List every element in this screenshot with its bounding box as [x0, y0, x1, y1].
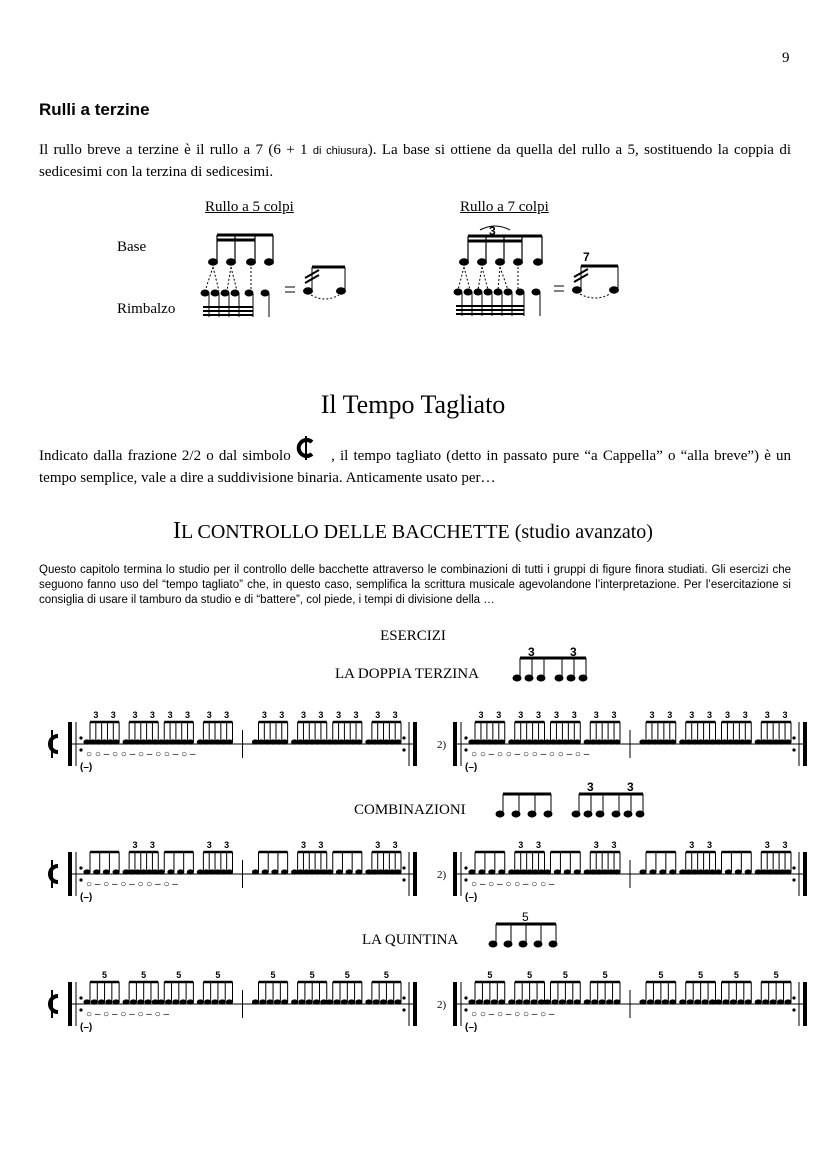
note-head — [508, 999, 515, 1004]
optional-paren: (–) — [465, 762, 478, 772]
tuplet-number: 3 — [392, 710, 398, 720]
note-head — [394, 869, 401, 874]
note-head — [544, 869, 551, 874]
tuplet-number: 3 — [149, 840, 155, 850]
note-head — [167, 869, 174, 874]
note-head — [735, 869, 742, 874]
note-head — [613, 999, 620, 1004]
note-head — [544, 999, 551, 1004]
note-head — [770, 999, 777, 1004]
note-head — [491, 999, 498, 1004]
section-combinazioni: COMBINAZIONI — [354, 802, 466, 818]
tuplet-number: 5 — [176, 970, 182, 980]
tuplet-number: 5 — [141, 970, 147, 980]
note-head — [659, 869, 666, 874]
optional-paren: (–) — [80, 1022, 93, 1032]
note-head — [468, 869, 475, 874]
tuplet-number: 3 — [224, 710, 230, 720]
note-head — [326, 999, 333, 1004]
note-head — [468, 999, 475, 1004]
optional-paren: (–) — [80, 762, 93, 772]
section-title-tempo: Il Tempo Tagliato — [320, 390, 506, 419]
section-quintina: LA QUINTINA — [362, 932, 459, 948]
tempo-paragraph: Indicato dalla frazione 2/2 o dal simbolo , il tempo tagliato (detto in passato pure “a Cappella” o “alla breve”) è un tempo semplice, vale a dire a suddivisione binaria. Anticamente usato per… — [39, 436, 791, 489]
tuplet-number: 3 — [279, 710, 285, 720]
note-head — [715, 869, 722, 874]
note-head — [777, 999, 784, 1004]
tuplet-number: 3 — [336, 710, 342, 720]
doppia-terzina-example — [512, 648, 592, 684]
note-head — [306, 999, 313, 1004]
tuplet-number: 3 — [353, 710, 359, 720]
tuplet-number: 3 — [318, 710, 324, 720]
note-head — [91, 999, 98, 1004]
note-head — [204, 999, 211, 1004]
note-head — [281, 869, 288, 874]
tuplet-number: 3 — [224, 840, 230, 850]
exercise-row — [0, 702, 826, 772]
note-head — [355, 869, 362, 874]
row-label-base: Base — [117, 239, 147, 255]
note-head — [591, 999, 598, 1004]
section-doppia-terzina: LA DOPPIA TERZINA — [335, 666, 479, 682]
note-head — [348, 999, 355, 1004]
note-head — [478, 869, 485, 874]
tuplet-number: 5 — [733, 970, 739, 980]
tuplet-number: 3 — [764, 710, 770, 720]
note-head — [669, 739, 676, 744]
note-head — [266, 999, 273, 1004]
note-head — [226, 869, 233, 874]
note-head — [346, 869, 353, 874]
row-label-rimbalzo: Rimbalzo — [117, 301, 176, 317]
note-head — [137, 999, 144, 1004]
note-head — [355, 999, 362, 1004]
note-head — [488, 869, 495, 874]
sticking-marks: ○ – ○ – ○ – ○ ○ – ○ – — [86, 879, 178, 890]
tuplet-3-label: 3 — [489, 224, 496, 238]
tuplet-number: 3 — [261, 710, 267, 720]
note-head — [523, 999, 530, 1004]
tuplet-number: 5 — [215, 970, 221, 980]
note-head — [784, 739, 791, 744]
tuplet-number: 3 — [707, 710, 713, 720]
note-head — [333, 999, 340, 1004]
tuplet-number: 3 — [518, 840, 524, 850]
optional-paren: (–) — [465, 892, 478, 902]
note-head — [554, 869, 561, 874]
tuplet-number: 3 — [478, 710, 484, 720]
note-head — [574, 869, 581, 874]
note-head — [394, 999, 401, 1004]
tuplet-number: 3 — [782, 710, 788, 720]
tuplet-number: 3 — [518, 710, 524, 720]
quintina-tuplet: 5 — [522, 910, 529, 924]
tuplet-number: 3 — [742, 710, 748, 720]
tuplet-number: 3 — [611, 710, 617, 720]
note-head — [336, 869, 343, 874]
note-head — [158, 999, 165, 1004]
tuplet-number: 5 — [487, 970, 493, 980]
note-head — [83, 999, 90, 1004]
section-title-controllo: IL CONTROLLO DELLE BACCHETTE (studio avanzato) — [173, 518, 653, 544]
rullo-5-notation — [195, 225, 365, 325]
note-head — [177, 869, 184, 874]
note-head — [226, 739, 233, 744]
note-head — [226, 999, 233, 1004]
note-head — [606, 999, 613, 1004]
tuplet-number: 3 — [392, 840, 398, 850]
note-head — [259, 999, 266, 1004]
note-head — [564, 869, 571, 874]
tuplet-number: 5 — [102, 970, 108, 980]
note-head — [669, 999, 676, 1004]
note-head — [123, 999, 130, 1004]
rullo-7-notation — [450, 220, 640, 325]
tuplet-number: 3 — [206, 710, 212, 720]
tuplet-number: 3 — [318, 840, 324, 850]
note-head — [187, 739, 194, 744]
note-head — [669, 869, 676, 874]
tuplet-number: 3 — [593, 710, 599, 720]
sticking-marks: ○ – ○ – ○ ○ – ○ ○ – — [471, 879, 555, 890]
note-head — [737, 999, 744, 1004]
note-head — [715, 999, 722, 1004]
combinazioni-tuplet-1: 3 — [587, 780, 594, 794]
note-head — [745, 739, 752, 744]
note-head — [113, 739, 120, 744]
tuplet-number: 3 — [667, 710, 673, 720]
section-title-rulli: Rulli a terzine — [39, 100, 150, 119]
optional-paren: (–) — [80, 892, 93, 902]
note-head — [687, 999, 694, 1004]
tuplet-number: 3 — [724, 710, 730, 720]
note-head — [551, 999, 558, 1004]
note-head — [262, 869, 269, 874]
tuplet-number: 5 — [270, 970, 276, 980]
note-head — [380, 999, 387, 1004]
note-head — [298, 999, 305, 1004]
note-head — [639, 869, 646, 874]
tuplet-number: 3 — [110, 710, 116, 720]
sticking-marks: ○ ○ – ○ ○ – ○ – ○ ○ – ○ – — [86, 749, 196, 760]
note-head — [745, 999, 752, 1004]
note-head — [355, 739, 362, 744]
exercise-2-number: 2) — [437, 869, 447, 881]
note-head — [373, 999, 380, 1004]
note-head — [613, 739, 620, 744]
note-head — [559, 999, 566, 1004]
exercise-2-number: 2) — [437, 739, 447, 751]
note-head — [313, 999, 320, 1004]
tuplet-number: 3 — [689, 840, 695, 850]
tuplet-number: 5 — [658, 970, 664, 980]
optional-paren: (–) — [465, 1022, 478, 1032]
note-head — [530, 999, 537, 1004]
sticking-marks: ○ ○ – ○ ○ – ○ ○ – ○ ○ – ○ – — [471, 749, 590, 760]
note-head — [784, 869, 791, 874]
tuplet-number: 3 — [206, 840, 212, 850]
tuplet-number: 5 — [602, 970, 608, 980]
note-head — [172, 999, 179, 1004]
tuplet-number: 3 — [536, 710, 542, 720]
note-head — [701, 999, 708, 1004]
note-head — [647, 999, 654, 1004]
note-head — [252, 999, 259, 1004]
tuplet-number: 3 — [93, 710, 99, 720]
doppia-terzina-tuplet-1: 3 — [528, 645, 535, 659]
exercise-row — [0, 832, 826, 902]
note-head — [762, 999, 769, 1004]
note-head — [281, 739, 288, 744]
tuplet-number: 5 — [562, 970, 568, 980]
esercizi-heading: ESERCIZI — [380, 628, 446, 644]
note-head — [93, 869, 100, 874]
label-rullo-7: Rullo a 7 colpi — [460, 199, 549, 215]
tuplet-number: 3 — [611, 840, 617, 850]
tuplet-number: 3 — [764, 840, 770, 850]
note-head — [341, 999, 348, 1004]
tuplet-number: 3 — [185, 710, 191, 720]
note-head — [483, 999, 490, 1004]
note-head — [649, 869, 656, 874]
note-head — [179, 999, 186, 1004]
tuplet-number: 3 — [689, 710, 695, 720]
note-head — [662, 999, 669, 1004]
note-head — [654, 999, 661, 1004]
tuplet-number: 3 — [536, 840, 542, 850]
page-number: 9 — [782, 50, 790, 66]
note-head — [725, 869, 732, 874]
tuplet-number: 5 — [344, 970, 350, 980]
note-head — [365, 999, 372, 1004]
note-head — [613, 869, 620, 874]
tuplet-number: 3 — [167, 710, 173, 720]
note-head — [158, 869, 165, 874]
note-head — [113, 999, 120, 1004]
tuplet-number: 3 — [649, 710, 655, 720]
tuplet-number: 3 — [375, 840, 381, 850]
tuplet-number: 5 — [309, 970, 315, 980]
note-head — [113, 869, 120, 874]
note-head — [105, 999, 112, 1004]
note-head — [639, 999, 646, 1004]
note-head — [599, 999, 606, 1004]
tuplet-number: 3 — [707, 840, 713, 850]
tuplet-number: 3 — [300, 840, 306, 850]
tuplet-7-label: 7 — [583, 250, 590, 264]
doppia-terzina-tuplet-2: 3 — [570, 645, 577, 659]
note-head — [98, 999, 105, 1004]
note-head — [165, 999, 172, 1004]
note-head — [498, 999, 505, 1004]
tuplet-number: 3 — [496, 710, 502, 720]
note-head — [252, 869, 259, 874]
tuplet-number: 5 — [527, 970, 533, 980]
note-head — [574, 739, 581, 744]
note-head — [197, 999, 204, 1004]
note-head — [574, 999, 581, 1004]
note-head — [291, 999, 298, 1004]
tuplet-number: 3 — [300, 710, 306, 720]
note-head — [187, 869, 194, 874]
tuplet-number: 3 — [132, 840, 138, 850]
sticking-marks: ○ – ○ – ○ – ○ – ○ – — [86, 1009, 170, 1020]
sticking-marks: ○ ○ – ○ – ○ ○ – ○ – — [471, 1009, 555, 1020]
note-head — [83, 869, 90, 874]
note-head — [281, 999, 288, 1004]
note-head — [566, 999, 573, 1004]
note-head — [745, 869, 752, 874]
exercise-row — [0, 962, 826, 1032]
tuplet-number: 3 — [149, 710, 155, 720]
tuplet-number: 3 — [132, 710, 138, 720]
note-head — [584, 999, 591, 1004]
note-head — [784, 999, 791, 1004]
tuplet-number: 3 — [782, 840, 788, 850]
tuplet-number: 3 — [553, 710, 559, 720]
note-head — [694, 999, 701, 1004]
note-head — [755, 999, 762, 1004]
tuplet-number: 5 — [698, 970, 704, 980]
note-head — [211, 999, 218, 1004]
note-head — [387, 999, 394, 1004]
note-head — [103, 869, 110, 874]
tuplet-number: 5 — [773, 970, 779, 980]
note-head — [498, 869, 505, 874]
note-head — [394, 739, 401, 744]
cut-time-icon — [296, 436, 316, 460]
note-head — [679, 999, 686, 1004]
note-head — [516, 999, 523, 1004]
note-head — [271, 869, 278, 874]
note-head — [219, 999, 226, 1004]
controllo-paragraph: Questo capitolo termina lo studio per il controllo delle bacchette attraverso le combinazioni di tutti i gruppi di figure finora studiati. Gli esercizi che seguono fanno uso del “tempo tagliato” che, in questo caso, semplifica la scrittura musicale agevolandone l’interpretazione. Per l’esercitazione si consiglia di usare il tamburo da studio e di “battere”, col piede, i tempi di divisione della … — [39, 564, 791, 606]
note-head — [130, 999, 137, 1004]
tuplet-number: 3 — [375, 710, 381, 720]
note-head — [144, 999, 151, 1004]
note-head — [187, 999, 194, 1004]
note-head — [722, 999, 729, 1004]
exercise-2-number: 2) — [437, 999, 447, 1011]
tuplet-number: 5 — [383, 970, 389, 980]
tuplet-number: 3 — [593, 840, 599, 850]
note-head — [498, 739, 505, 744]
tuplet-number: 3 — [571, 710, 577, 720]
combinazioni-tuplet-2: 3 — [627, 780, 634, 794]
label-rullo-5: Rullo a 5 colpi — [205, 199, 294, 215]
note-head — [326, 869, 333, 874]
note-head — [730, 999, 737, 1004]
note-head — [476, 999, 483, 1004]
rulli-paragraph: Il rullo breve a terzine è il rullo a 7 (6 + 1 di chiusura). La base si ottiene da quella del rullo a 5, sostituendo la coppia di sedicesimi con la terzina di sedicesimi. — [39, 142, 791, 180]
note-head — [274, 999, 281, 1004]
